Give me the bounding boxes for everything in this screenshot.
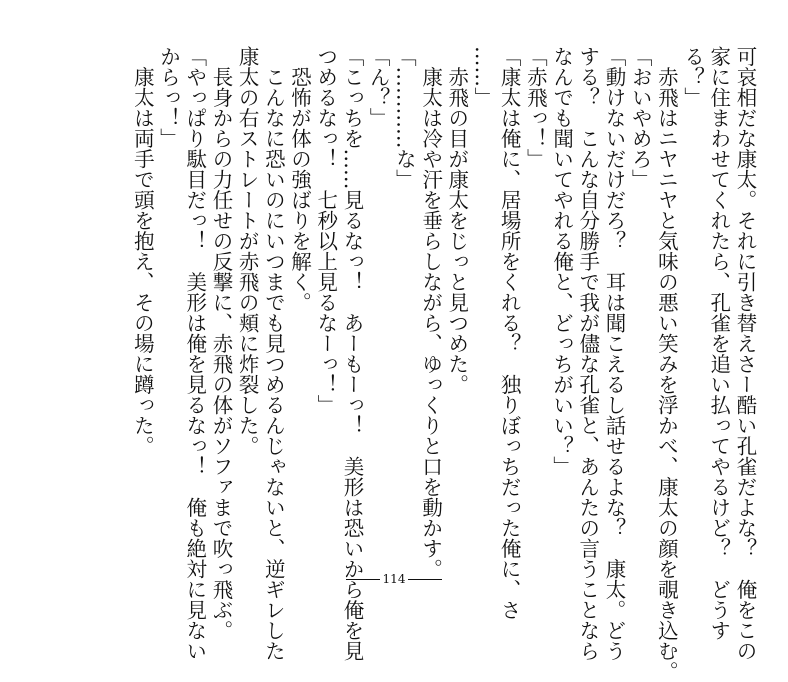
text-line: 「ん？」 (366, 46, 391, 128)
text-line: 可哀相だな康太。それに引き替えさー酷い孔雀だよな？ 俺をこの (733, 46, 757, 661)
text-line: る？」 (680, 46, 705, 108)
text-line: つめるなっ！ 七秒以上見るなーっ！」 (313, 46, 338, 415)
text-line: 「動けないだけだろ？ 耳は聞こえるし話せるよな？ 康太。どう (601, 46, 626, 661)
text-line: 長身からの力任せの反撃に、赤飛の体がソファまで吹っ飛ぶ。 (208, 46, 233, 641)
text-line: ……」 (470, 46, 495, 108)
page-footer (0, 572, 788, 586)
text-line: する？ こんな自分勝手で我が儘な孔雀と、あんたの言うことなら (575, 46, 600, 661)
text-line: 「…………な」 (392, 46, 417, 190)
text-line: 康太は冷や汗を垂らしながら、ゆっくりと口を動かす。 (418, 46, 443, 579)
text-line: 恐怖が体の強ばりを解く。 (287, 46, 312, 313)
text-line: なんでも聞いてやれる俺と、どっちがいい？」 (549, 46, 574, 477)
text-line: 「康太は俺に、居場所をくれる？ 独りぼっちだった俺に、さ (497, 46, 522, 620)
text-line: からっ！」 (156, 46, 181, 149)
left-rule (346, 579, 380, 580)
text-line: 康太は両手で頭を抱え、その場に蹲った。 (130, 46, 155, 456)
text-line: 赤飛の目が康太をじっと見つめた。 (444, 46, 469, 395)
page-number: 114 (382, 572, 406, 586)
text-line: 「おいやめろ」 (628, 46, 653, 190)
text-line: 赤飛はニヤニヤと気味の悪い笑みを浮かべ、康太の顔を覗き込む。 (654, 46, 679, 682)
text-line: 家に住まわせてくれたら、孔雀を追い払ってやるけど？ どうす (706, 46, 731, 641)
text-line: こんなに恐いのにいつまでも見つめるんじゃないと、逆ギレした (261, 46, 286, 661)
text-line: 「やっぱり駄目だっ！ 美形は俺を見るなっ！ 俺も絶対に見ない (182, 46, 207, 661)
text-line: 康太の右ストレートが赤飛の頬に炸裂した。 (235, 46, 260, 456)
text-line: 「こっちを……見るなっ！ あーもーっ！ 美形は恐いから俺を見 (339, 46, 364, 661)
right-rule (408, 579, 442, 580)
text-line: 「赤飛っ！」 (523, 46, 548, 169)
